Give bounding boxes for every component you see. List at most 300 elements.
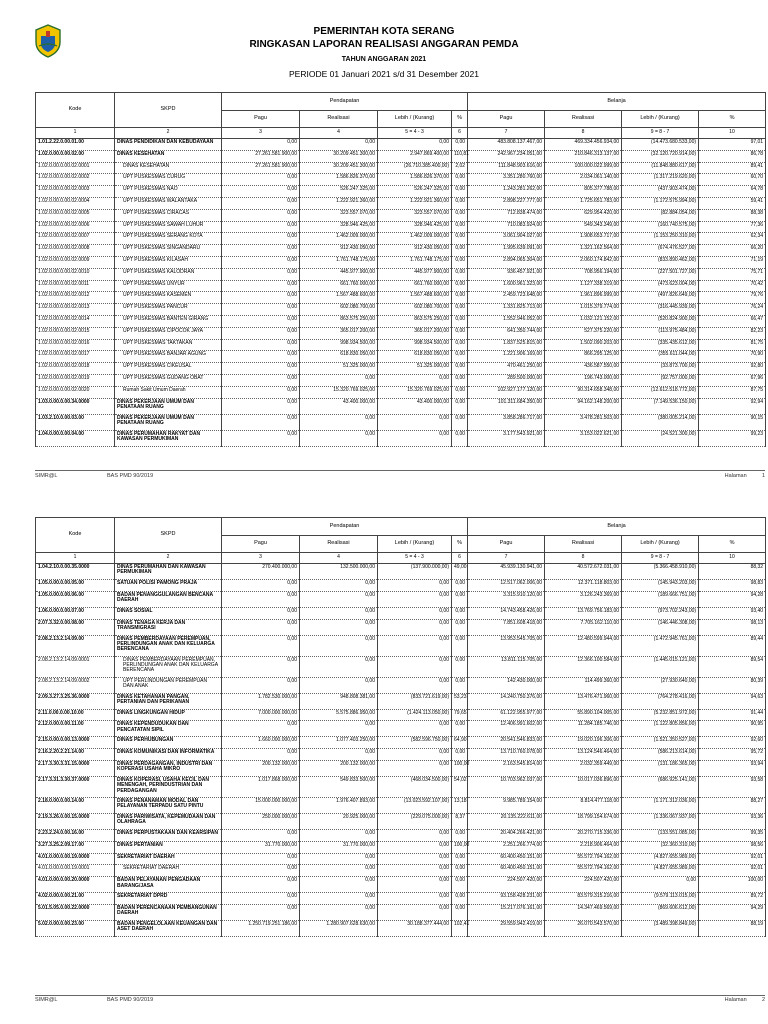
cell-kode: 5.01.5.05.0.00.22.0000 xyxy=(36,904,115,920)
cell-value: 66,47 xyxy=(699,315,766,327)
cell-value: 30.209.451.300,00 xyxy=(300,150,378,162)
col-num: 5 = 4 - 3 xyxy=(378,128,452,139)
table-row xyxy=(36,327,766,339)
cell-kode: 1.02.0.00.0.00.02.0020 xyxy=(36,386,115,398)
skpd-label: DINAS PERUMAHAN DAN KAWASAN PERMUKIMAN xyxy=(117,564,206,576)
cell-value: 0,00 xyxy=(378,139,452,151)
skpd-label: UPT PUSKESMAS UNYUR xyxy=(123,280,185,287)
cell-value: 196.743.000,00 xyxy=(545,374,622,386)
cell-kode: 2.23.2.24.0.00.16.00 xyxy=(36,829,115,841)
cell-value: 0,00 xyxy=(378,591,452,607)
table-row xyxy=(36,737,766,749)
skpd-label: DINAS PEKERJAAN UMUM DAN PENATAAN RUANG xyxy=(117,414,194,426)
cell-value: 98,83 xyxy=(699,580,766,592)
cell-value: 224.507.420,00 xyxy=(545,877,622,893)
skpd-label: UPT PUSKESMAS PANCUR xyxy=(123,304,188,311)
cell-skpd xyxy=(115,829,222,841)
cell-value: 1.782.530.000,00 xyxy=(222,693,300,709)
col-pendapatan: Pendapatan xyxy=(222,518,468,536)
cell-kode: 1.02.0.00.0.00.02.0003 xyxy=(36,186,115,198)
cell-value: 0,00 xyxy=(452,904,468,920)
cell-value: 0,00 xyxy=(300,607,378,619)
cell-value: 0,00 xyxy=(452,209,468,221)
table-row xyxy=(36,245,766,257)
cell-kode: 2.16.2.20.2.21.14.00 xyxy=(36,749,115,761)
cell-value: 549.343.349,00 xyxy=(545,221,622,233)
cell-kode: 1.05.0.00.0.00.05.00 xyxy=(36,580,115,592)
cell-value: 0,00 xyxy=(222,635,300,656)
footer-app: SIMR@L xyxy=(35,997,58,1003)
cell-skpd xyxy=(115,414,222,430)
cell-value: 0,00 xyxy=(300,829,378,841)
cell-value: 0,00 xyxy=(222,829,300,841)
cell-value: 618.830.050,00 xyxy=(300,351,378,363)
cell-value: 0,00 xyxy=(300,430,378,446)
cell-value: 86,78 xyxy=(699,150,766,162)
cell-value: 0,00 xyxy=(452,268,468,280)
cell-skpd xyxy=(115,280,222,292)
page2-table-block xyxy=(35,517,765,937)
table-row xyxy=(36,221,766,233)
cell-value: 43.400.000,00 xyxy=(300,398,378,414)
cell-value: 0,00 xyxy=(378,893,452,905)
cell-kode: 2.19.3.26.0.00.15.0000 xyxy=(36,813,115,829)
cell-value: 863.575.250,00 xyxy=(378,315,452,327)
table-row xyxy=(36,656,766,677)
cell-value: 89,44 xyxy=(699,635,766,656)
col-lebih: Lebih / (Kurang) xyxy=(622,536,699,553)
cell-value: (7.149.536.150,00) xyxy=(622,398,699,414)
cell-skpd xyxy=(115,920,222,936)
cell-kode: 4.01.0.00.0.00.19.0001 xyxy=(36,865,115,877)
cell-value: 98,56 xyxy=(699,841,766,853)
footer-app: SIMR@L xyxy=(35,473,58,479)
table-row xyxy=(36,351,766,363)
col-num: 10 xyxy=(699,553,766,564)
cell-kode: 2.17.3.30.3.31.15.0000 xyxy=(36,760,115,776)
footer-page xyxy=(725,997,765,1003)
footer-page-number: 2 xyxy=(761,997,765,1003)
cell-value: 1.660.000.000,00 xyxy=(222,737,300,749)
col-skpd: SKPD xyxy=(115,93,222,128)
table-row xyxy=(36,150,766,162)
cell-value: 0,00 xyxy=(452,233,468,245)
cell-value: 0,00 xyxy=(222,721,300,737)
cell-value: 1.280.907.628.630,00 xyxy=(300,920,378,936)
table-row xyxy=(36,619,766,635)
cell-kode: 1.02.0.00.0.00.02.0005 xyxy=(36,209,115,221)
cell-kode: 1.02.0.00.0.00.02.0006 xyxy=(36,221,115,233)
cell-value: 75,71 xyxy=(699,268,766,280)
cell-value: 0,00 xyxy=(222,209,300,221)
col-pct: % xyxy=(452,111,468,128)
cell-kode: 1.02.0.00.0.00.02.0004 xyxy=(36,197,115,209)
cell-skpd xyxy=(115,677,222,693)
cell-value: 102,41 xyxy=(452,920,468,936)
cell-value: 102.927.177.120,00 xyxy=(468,386,545,398)
skpd-label: UPT PUSKESMAS SINGANDARU xyxy=(123,245,201,252)
cell-value: 13.124.546.464,00 xyxy=(545,749,622,761)
cell-value: 142.430.000,00 xyxy=(468,677,545,693)
cell-value: 863.575.250,00 xyxy=(300,315,378,327)
cell-kode: 1.05.0.00.0.00.06.00 xyxy=(36,591,115,607)
col-realisasi: Realisasi xyxy=(300,536,378,553)
cell-value: 0,00 xyxy=(378,865,452,877)
cell-value: (14.473.680.533,00) xyxy=(622,139,699,151)
cell-value: 90,95 xyxy=(699,721,766,737)
col-lebih: Lebih / (Kurang) xyxy=(622,111,699,128)
table-row xyxy=(36,693,766,709)
table-row xyxy=(36,607,766,619)
cell-value: 629.954.420,00 xyxy=(545,209,622,221)
col-num: 8 xyxy=(545,128,622,139)
cell-value: 0,00 xyxy=(378,749,452,761)
footer-code: BAS PMD 90/2019 xyxy=(107,997,154,1003)
col-kode: Kode xyxy=(36,93,115,128)
cell-value: 60.400.450.151,00 xyxy=(468,865,545,877)
page1-table-body xyxy=(36,139,766,447)
cell-value: 51.325.000,00 xyxy=(300,363,378,375)
cell-value: 0,00 xyxy=(452,677,468,693)
cell-value: 0,00 xyxy=(222,139,300,151)
cell-kode: 1.02.0.00.0.00.02.0007 xyxy=(36,233,115,245)
cell-value: 0,00 xyxy=(222,292,300,304)
cell-value: 8,37 xyxy=(452,813,468,829)
cell-value: 602.080.700,00 xyxy=(378,304,452,316)
cell-value: 94.162.148.200,00 xyxy=(545,398,622,414)
cell-value: 0,00 xyxy=(452,280,468,292)
table-row xyxy=(36,398,766,414)
cell-kode: 1.02.0.00.0.00.02.0010 xyxy=(36,268,115,280)
cell-value: 62,34 xyxy=(699,233,766,245)
cell-kode: 1.02.0.00.0.00.02.0015 xyxy=(36,327,115,339)
cell-value: 60.400.450.151,00 xyxy=(468,853,545,865)
cell-value: 0,00 xyxy=(222,315,300,327)
cell-skpd xyxy=(115,877,222,893)
table-row xyxy=(36,256,766,268)
cell-kode: 2.11.0.00.0.00.10.00 xyxy=(36,709,115,721)
cell-value: 14.743.458.426,00 xyxy=(468,607,545,619)
cell-skpd xyxy=(115,760,222,776)
cell-skpd xyxy=(115,174,222,186)
cell-skpd xyxy=(115,776,222,797)
cell-skpd xyxy=(115,256,222,268)
cell-value: (473.623.004,00) xyxy=(622,280,699,292)
cell-value: 20.270.715.336,00 xyxy=(545,829,622,841)
cell-value: (1.122.805.856,00) xyxy=(622,721,699,737)
cell-value: 30.209.451.300,00 xyxy=(300,162,378,174)
cell-skpd xyxy=(115,221,222,233)
table-row xyxy=(36,304,766,316)
cell-skpd xyxy=(115,813,222,829)
table-row xyxy=(36,721,766,737)
cell-value: (5.232.851.972,00) xyxy=(622,709,699,721)
cell-value: 1.837.525.815,00 xyxy=(468,339,545,351)
cell-kode: 2.17.3.31.3.30.37.0000 xyxy=(36,776,115,797)
cell-value: (468.034.500,00) xyxy=(378,776,452,797)
cell-kode: 1.04.2.10.0.00.35.0000 xyxy=(36,564,115,580)
col-skpd: SKPD xyxy=(115,518,222,553)
cell-value: 3.858.286.717,00 xyxy=(468,414,545,430)
cell-value: 210.846.313.137,00 xyxy=(545,150,622,162)
cell-value: 0,00 xyxy=(452,256,468,268)
cell-skpd xyxy=(115,607,222,619)
cell-skpd xyxy=(115,186,222,198)
cell-kode: 4.01.0.00.0.00.20.0000 xyxy=(36,877,115,893)
cell-value: (1.521.350.527,00) xyxy=(622,737,699,749)
cell-value: 94,28 xyxy=(699,591,766,607)
cell-value: 77,36 xyxy=(699,221,766,233)
cell-value: (582.596.750,00) xyxy=(378,737,452,749)
table-row xyxy=(36,635,766,656)
cell-value: 1.127.338.319,00 xyxy=(545,280,622,292)
cell-value: 1.586.826.370,00 xyxy=(378,174,452,186)
cell-value: 445.977.900,00 xyxy=(300,268,378,280)
cell-value: 100.000.022.999,00 xyxy=(545,162,622,174)
cell-kode: 1.03.0.00.0.00.34.0000 xyxy=(36,398,115,414)
cell-value: 0,00 xyxy=(452,414,468,430)
table-row xyxy=(36,893,766,905)
cell-value: 79,65 xyxy=(452,709,468,721)
cell-kode: 1.02.0.00.0.00.02.0009 xyxy=(36,256,115,268)
cell-value: (380.005.214,00) xyxy=(622,414,699,430)
cell-value: 27.261.581.900,00 xyxy=(222,150,300,162)
cell-value: 912.430.050,00 xyxy=(300,245,378,257)
footer-page-label: Halaman xyxy=(724,473,747,479)
cell-skpd xyxy=(115,430,222,446)
cell-value: 10.703.962.037,00 xyxy=(468,776,545,797)
cell-value: 0,00 xyxy=(222,877,300,893)
cell-value: 0,00 xyxy=(452,186,468,198)
cell-value: (1.472.945.761,00) xyxy=(622,635,699,656)
skpd-label: BADAN PENGELOLAAN KEUANGAN DAN ASET DAERAH xyxy=(117,920,218,933)
cell-value: 2.251.266.774,00 xyxy=(468,841,545,853)
cell-value: (497.826.649,00) xyxy=(622,292,699,304)
cell-value: 3.126.243.369,00 xyxy=(545,591,622,607)
cell-value: 88,27 xyxy=(699,797,766,813)
cell-skpd xyxy=(115,841,222,853)
page1-table-block xyxy=(35,92,765,447)
cell-skpd xyxy=(115,721,222,737)
cell-value: 7.000.000.000,00 xyxy=(222,709,300,721)
cell-value: 92,01 xyxy=(699,865,766,877)
cell-value: (229.075.000,00) xyxy=(378,813,452,829)
cell-kode: 1.02.0.00.0.00.02.0019 xyxy=(36,374,115,386)
cell-value: 114.499.360,00 xyxy=(545,677,622,693)
cell-value: 936.457.921,00 xyxy=(468,268,545,280)
cell-value: 76,24 xyxy=(699,304,766,316)
table-row xyxy=(36,853,766,865)
cell-value: 526.247.325,00 xyxy=(300,186,378,198)
skpd-label: SEKRETARIAT DAERAH xyxy=(123,865,180,872)
cell-skpd xyxy=(115,197,222,209)
skpd-label: BADAN PELAYANAN PENGADAAN BARANG/JASA xyxy=(117,877,201,889)
cell-value: 0,00 xyxy=(300,865,378,877)
cell-value: (437.903.474,00) xyxy=(622,186,699,198)
cell-value: 0,00 xyxy=(452,139,468,151)
cell-value: (1.336.067.937,00) xyxy=(622,813,699,829)
cell-skpd xyxy=(115,386,222,398)
cell-value: 89,54 xyxy=(699,656,766,677)
table-row xyxy=(36,920,766,936)
cell-value: 0,00 xyxy=(452,197,468,209)
skpd-label: UPT PUSKESMAS GUDANG OBAT xyxy=(123,374,204,381)
skpd-label: BADAN PENANGGULANGAN BENCANA DAERAH xyxy=(117,591,213,604)
cell-value: (1.171.312.036,00) xyxy=(622,797,699,813)
table-row xyxy=(36,363,766,375)
cell-value: (26.710.385.400,00) xyxy=(378,162,452,174)
table-row xyxy=(36,386,766,398)
cell-value: (355.611.044,00) xyxy=(622,351,699,363)
cell-skpd xyxy=(115,139,222,151)
cell-value: 0,00 xyxy=(378,877,452,893)
cell-value: (113.975.484,00) xyxy=(622,327,699,339)
col-pendapatan: Pendapatan xyxy=(222,93,468,111)
table-row xyxy=(36,197,766,209)
cell-value: 93,94 xyxy=(699,760,766,776)
cell-value: 0,00 xyxy=(222,580,300,592)
page1-table xyxy=(35,92,766,447)
skpd-label: DINAS PERHUBUNGAN xyxy=(117,737,174,744)
cell-value: 0,00 xyxy=(378,760,452,776)
footer-rule xyxy=(35,470,765,471)
cell-value: 18.799.154.674,00 xyxy=(545,813,622,829)
col-pct: % xyxy=(699,111,766,128)
cell-kode: 1.02.0.00.0.00.02.0014 xyxy=(36,315,115,327)
cell-kode: 1.02.0.00.0.00.02.0011 xyxy=(36,280,115,292)
cell-value: 365.017.200,00 xyxy=(300,327,378,339)
col-num: 1 xyxy=(36,553,115,564)
cell-value: 2.032.359.449,00 xyxy=(545,760,622,776)
cell-kode: 4.01.0.00.0.00.19.0000 xyxy=(36,853,115,865)
cell-value: 93.158.428.231,00 xyxy=(468,893,545,905)
col-kode: Kode xyxy=(36,518,115,553)
cell-value: 98,13 xyxy=(699,619,766,635)
cell-value: 26.070.543.570,00 xyxy=(545,920,622,936)
cell-value: 0,00 xyxy=(452,292,468,304)
cell-value: 1.032.121.152,00 xyxy=(545,315,622,327)
cell-value: 1.331.825.713,00 xyxy=(468,304,545,316)
footer-page-label: Halaman xyxy=(724,997,747,1003)
cell-value: 200.132.000,00 xyxy=(222,760,300,776)
skpd-label: DINAS KETAHANAN PANGAN, PERTANIAN DAN PERIKANAN xyxy=(117,693,190,705)
cell-value: 80,39 xyxy=(699,677,766,693)
table-row xyxy=(36,709,766,721)
cell-kode: 1.03.2.10.0.00.03.00 xyxy=(36,414,115,430)
cell-value: 88,32 xyxy=(699,564,766,580)
skpd-label: BADAN PERENCANAAN PEMBANGUNAN DAERAH xyxy=(117,904,217,917)
cell-value: 0,00 xyxy=(378,430,452,446)
skpd-label: DINAS PENANAMAN MODAL DAN PELAYANAN TERPADU SATU PINTU xyxy=(117,797,204,810)
skpd-label: DINAS PERDAGANGAN, INDUSTRI DAN KOPERASI USAHA MIKRO xyxy=(117,760,213,773)
cell-kode: 2.07.3.32.0.00.08.00 xyxy=(36,619,115,635)
cell-value: 0,00 xyxy=(222,893,300,905)
cell-value: 1.567.488.600,00 xyxy=(378,292,452,304)
cell-value: 0,00 xyxy=(452,877,468,893)
skpd-label: DINAS PEMBERDAYAAN PEREMPUAN, PERLINDUNGAN ANAK DAN KELUARGA BERENCANA xyxy=(117,635,215,653)
cell-value: 0,00 xyxy=(378,635,452,656)
table-row xyxy=(36,760,766,776)
cell-value: 0,00 xyxy=(378,619,452,635)
cell-value: (24.521.300,00) xyxy=(622,430,699,446)
cell-value: 7.851.608.418,00 xyxy=(468,619,545,635)
cell-value: 805.377.788,00 xyxy=(545,186,622,198)
skpd-label: UPT PUSKESMAS SAWAH LUHUR xyxy=(123,221,204,228)
cell-value: 483.808.137.467,00 xyxy=(468,139,545,151)
cell-value: 0,00 xyxy=(378,656,452,677)
cell-value: 90.314.658.348,00 xyxy=(545,386,622,398)
skpd-label: UPT PERLINDUNGAN PEREMPUAN DAN ANAK xyxy=(123,677,208,689)
cell-value: 12.366.100.584,00 xyxy=(545,656,622,677)
page2-table xyxy=(35,517,766,937)
cell-value: 101.311.684.350,00 xyxy=(468,398,545,414)
col-num: 3 xyxy=(222,128,300,139)
cell-value: 0,00 xyxy=(222,174,300,186)
cell-value: 13.953.545.705,00 xyxy=(468,635,545,656)
cell-value: 0,00 xyxy=(222,374,300,386)
cell-value: 90,15 xyxy=(699,414,766,430)
cell-kode: 2.12.0.00.0.00.11.00 xyxy=(36,721,115,737)
cell-value: 59,41 xyxy=(699,197,766,209)
cell-value: 2.163.545.814,00 xyxy=(468,760,545,776)
cell-value: 470.461.250,00 xyxy=(468,363,545,375)
cell-value: 0,00 xyxy=(452,304,468,316)
cell-value: (674.476.527,00) xyxy=(622,245,699,257)
cell-skpd xyxy=(115,315,222,327)
cell-value: 661.760.000,00 xyxy=(378,280,452,292)
cell-value: 20.925.000,00 xyxy=(300,813,378,829)
cell-value: (335.435.612,00) xyxy=(622,339,699,351)
cell-value: (3.489.398.849,00) xyxy=(622,920,699,936)
table-row xyxy=(36,797,766,813)
cell-value: 0,00 xyxy=(222,256,300,268)
page2-table-body xyxy=(36,564,766,937)
skpd-label: UPT PUSKESMAS TAKTAKAN xyxy=(123,339,193,346)
skpd-label: UPT PUSKESMAS KALODRAN xyxy=(123,268,195,275)
cell-value: 0,00 xyxy=(222,280,300,292)
skpd-label: DINAS PENDIDIKAN DAN KEBUDAYAAN xyxy=(117,139,214,145)
cell-value: 87,75 xyxy=(699,386,766,398)
skpd-label: DINAS PEKERJAAN UMUM DAN PENATAAN RUANG xyxy=(117,398,194,410)
table-row xyxy=(36,292,766,304)
col-num: 9 = 8 - 7 xyxy=(622,553,699,564)
cell-skpd xyxy=(115,363,222,375)
cell-value: (12.612.518.772,00) xyxy=(622,386,699,398)
cell-value: (586.213.614,00) xyxy=(622,749,699,761)
skpd-label: UPT PUSKESMAS WALANTAKA xyxy=(123,197,198,204)
page2-table-head xyxy=(36,518,766,564)
skpd-label: DINAS KEPENDUDUKAN DAN PENCATATAN SIPIL xyxy=(117,721,189,733)
cell-value: 0,00 xyxy=(300,721,378,737)
cell-value: (11.848.880.617,00) xyxy=(622,162,699,174)
cell-value: (160.740.575,00) xyxy=(622,221,699,233)
cell-value: 111.848.903.616,00 xyxy=(468,162,545,174)
cell-kode: 1.01.2.22.0.00.01.00 xyxy=(36,139,115,151)
cell-value: 1.961.896.999,00 xyxy=(545,292,622,304)
cell-value: 549.833.500,00 xyxy=(300,776,378,797)
cell-value: 0,00 xyxy=(452,221,468,233)
cell-value: 0,00 xyxy=(378,721,452,737)
cell-value: 61.122.955.977,00 xyxy=(468,709,545,721)
cell-value: 710.083.924,00 xyxy=(468,221,545,233)
cell-value: 323.557.070,00 xyxy=(378,209,452,221)
cell-skpd xyxy=(115,853,222,865)
cell-kode: 2.08.2.13.2.14.09.0001 xyxy=(36,656,115,677)
col-num: 6 xyxy=(452,128,468,139)
cell-value: 9.985.789.154,00 xyxy=(468,797,545,813)
cell-value: 365.017.200,00 xyxy=(378,327,452,339)
cell-value: 0,00 xyxy=(452,893,468,905)
